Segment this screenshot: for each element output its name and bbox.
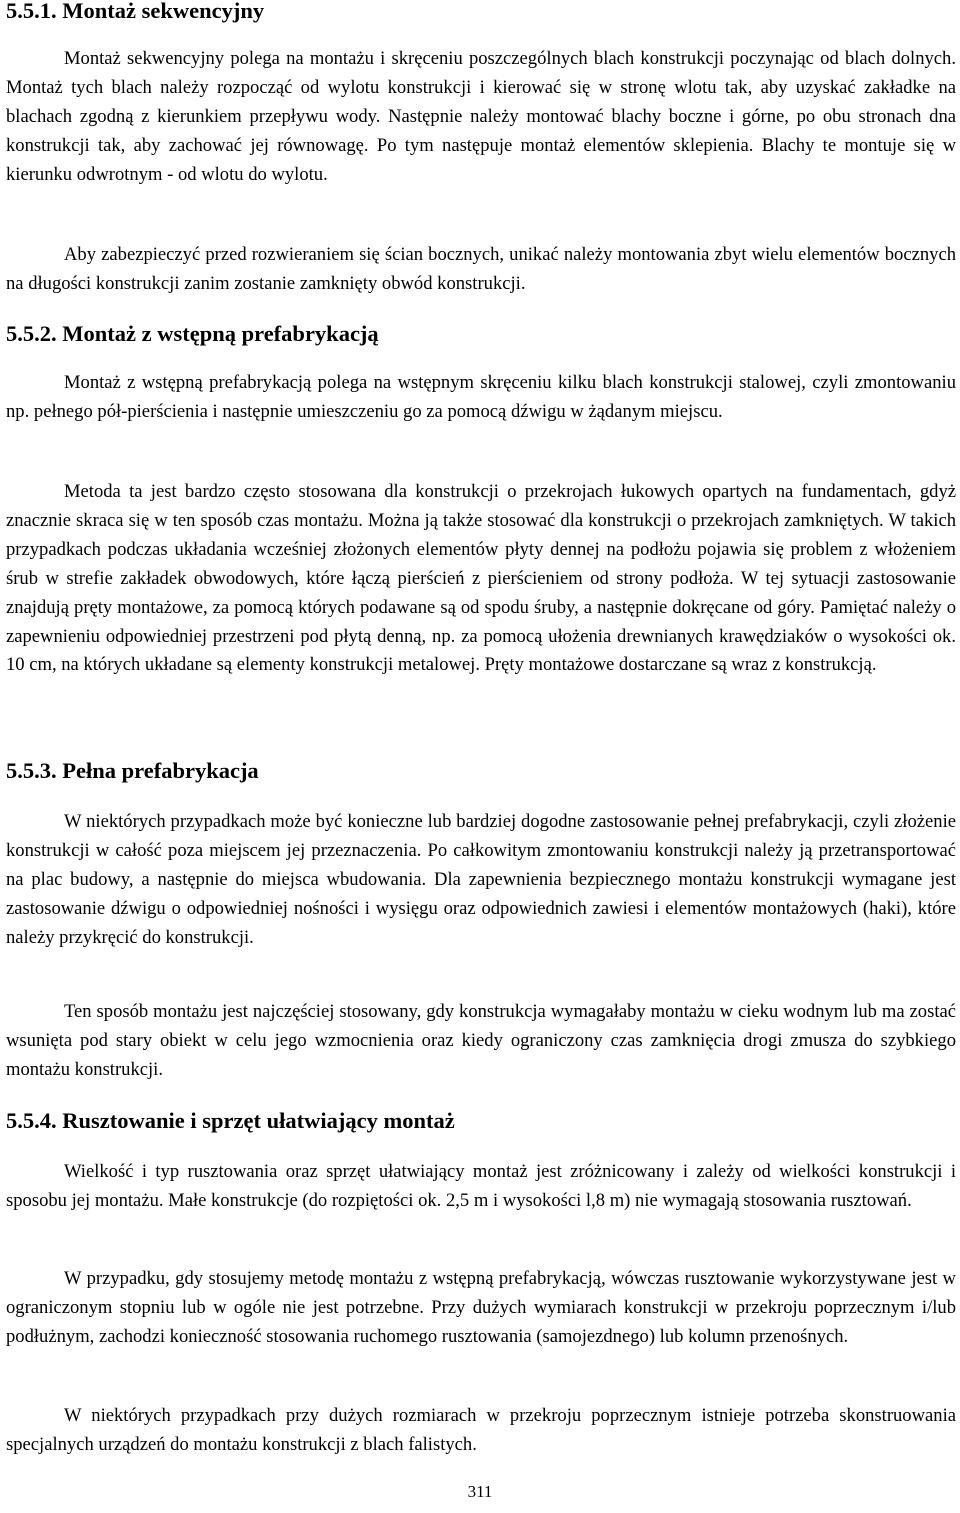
paragraph: W niektórych przypadkach może być konieczne lub bardziej dogodne zastosowanie pełnej prefabrykacji, czyli złożenie konstrukcji w całość poza miejscem jej przeznaczenia. Po całkowitym zmontowaniu konstrukcji należy ją przetransportować na plac budowy, a następnie do miejsca wbudowania. Dla zapewnienia bezpiecznego montażu konstrukcji wymagane jest zastosowanie dźwigu o odpowiedniej nośności i wysięgu oraz odpowiednich zawiesi i elementów montażowych (haki), które należy przykręcić do konstrukcji.	[6, 811, 956, 948]
paragraph: Montaż sekwencyjny polega na montażu i skręceniu poszczególnych blach konstrukcji poczynając od blach dolnych. Montaż tych blach należy rozpocząć od wylotu konstrukcji i kierować się w stronę wlotu tak, aby uzyskać zakładke na blachach zgodną z kierunkiem przepływu wody. Następnie należy montować blachy boczne i górne, po obu stronach dna konstrukcji tak, aby zachować jej równowagę. Po tym następuje montaż elementów sklepienia. Blachy te montuje się w kierunku odwrotnym - od wlotu do wylotu.	[6, 48, 956, 185]
section-heading-5-5-3: 5.5.3. Pełna prefabrykacja	[6, 758, 259, 783]
section-heading-5-5-1: 5.5.1. Montaż sekwencyjny	[6, 0, 265, 23]
section-heading-5-5-2: 5.5.2. Montaż z wstępną prefabrykacją	[6, 321, 379, 346]
section-heading-5-5-4: 5.5.4. Rusztowanie i sprzęt ułatwiający montaż	[6, 1108, 455, 1133]
page-number: 311	[467, 1482, 493, 1501]
paragraph: Aby zabezpieczyć przed rozwieraniem się ścian bocznych, unikać należy montowania zbyt wielu elementów bocznych na długości konstrukcji zanim zostanie zamknięty obwód konstrukcji.	[6, 244, 956, 294]
paragraph: Wielkość i typ rusztowania oraz sprzęt ułatwiający montaż jest zróżnicowany i zależy od wielkości konstrukcji i sposobu jej montażu. Małe konstrukcje (do rozpiętości ok. 2,5 m i wysokości l,8 m) nie wymagają stosowania rusztowań.	[6, 1161, 956, 1211]
paragraph: Metoda ta jest bardzo często stosowana dla konstrukcji o przekrojach łukowych opartych na fundamentach, gdyż znacznie skraca się w ten sposób czas montażu. Można ją także stosować dla konstrukcji o przekrojach zamkniętych. W takich przypadkach podczas układania wcześniej złożonych elementów płyty dennej na podłożu pojawia się problem z włożeniem śrub w strefie zakładek obwodowych, które łączą pierścień z pierścieniem od strony podłoża. W tej sytuacji zastosowanie znajdują pręty montażowe, za pomocą których podawane są od spodu śruby, a następnie dokręcane od góry. Pamiętać należy o zapewnieniu odpowiedniej przestrzeni pod płytą denną, np. za pomocą ułożenia drewnianych krawędziaków o wysokości ok. 10 cm, na których układane są elementy konstrukcji metalowej. Pręty montażowe dostarczane są wraz z konstrukcją.	[6, 481, 956, 676]
paragraph: W przypadku, gdy stosujemy metodę montażu z wstępną prefabrykacją, wówczas rusztowanie wykorzystywane jest w ograniczonym stopniu lub w ogóle nie jest potrzebne. Przy dużych wymiarach konstrukcji w przekroju poprzecznym i/lub podłużnym, zachodzi konieczność stosowania ruchomego rusztowania (samojezdnego) lub kolumn przenośnych.	[6, 1268, 956, 1347]
paragraph: Ten sposób montażu jest najczęściej stosowany, gdy konstrukcja wymagałaby montażu w cieku wodnym lub ma zostać wsunięta pod stary obiekt w celu jego wzmocnienia oraz kiedy ograniczony czas zamknięcia drogi zmusza do szybkiego montażu konstrukcji.	[6, 1001, 956, 1080]
paragraph: Montaż z wstępną prefabrykacją polega na wstępnym skręceniu kilku blach konstrukcji stalowej, czyli zmontowaniu np. pełnego pół-pierścienia i następnie umieszczeniu go za pomocą dźwigu w żądanym miejscu.	[6, 372, 956, 422]
paragraph: W niektórych przypadkach przy dużych rozmiarach w przekroju poprzecznym istnieje potrzeba skonstruowania specjalnych urządzeń do montażu konstrukcji z blach falistych.	[6, 1405, 956, 1455]
